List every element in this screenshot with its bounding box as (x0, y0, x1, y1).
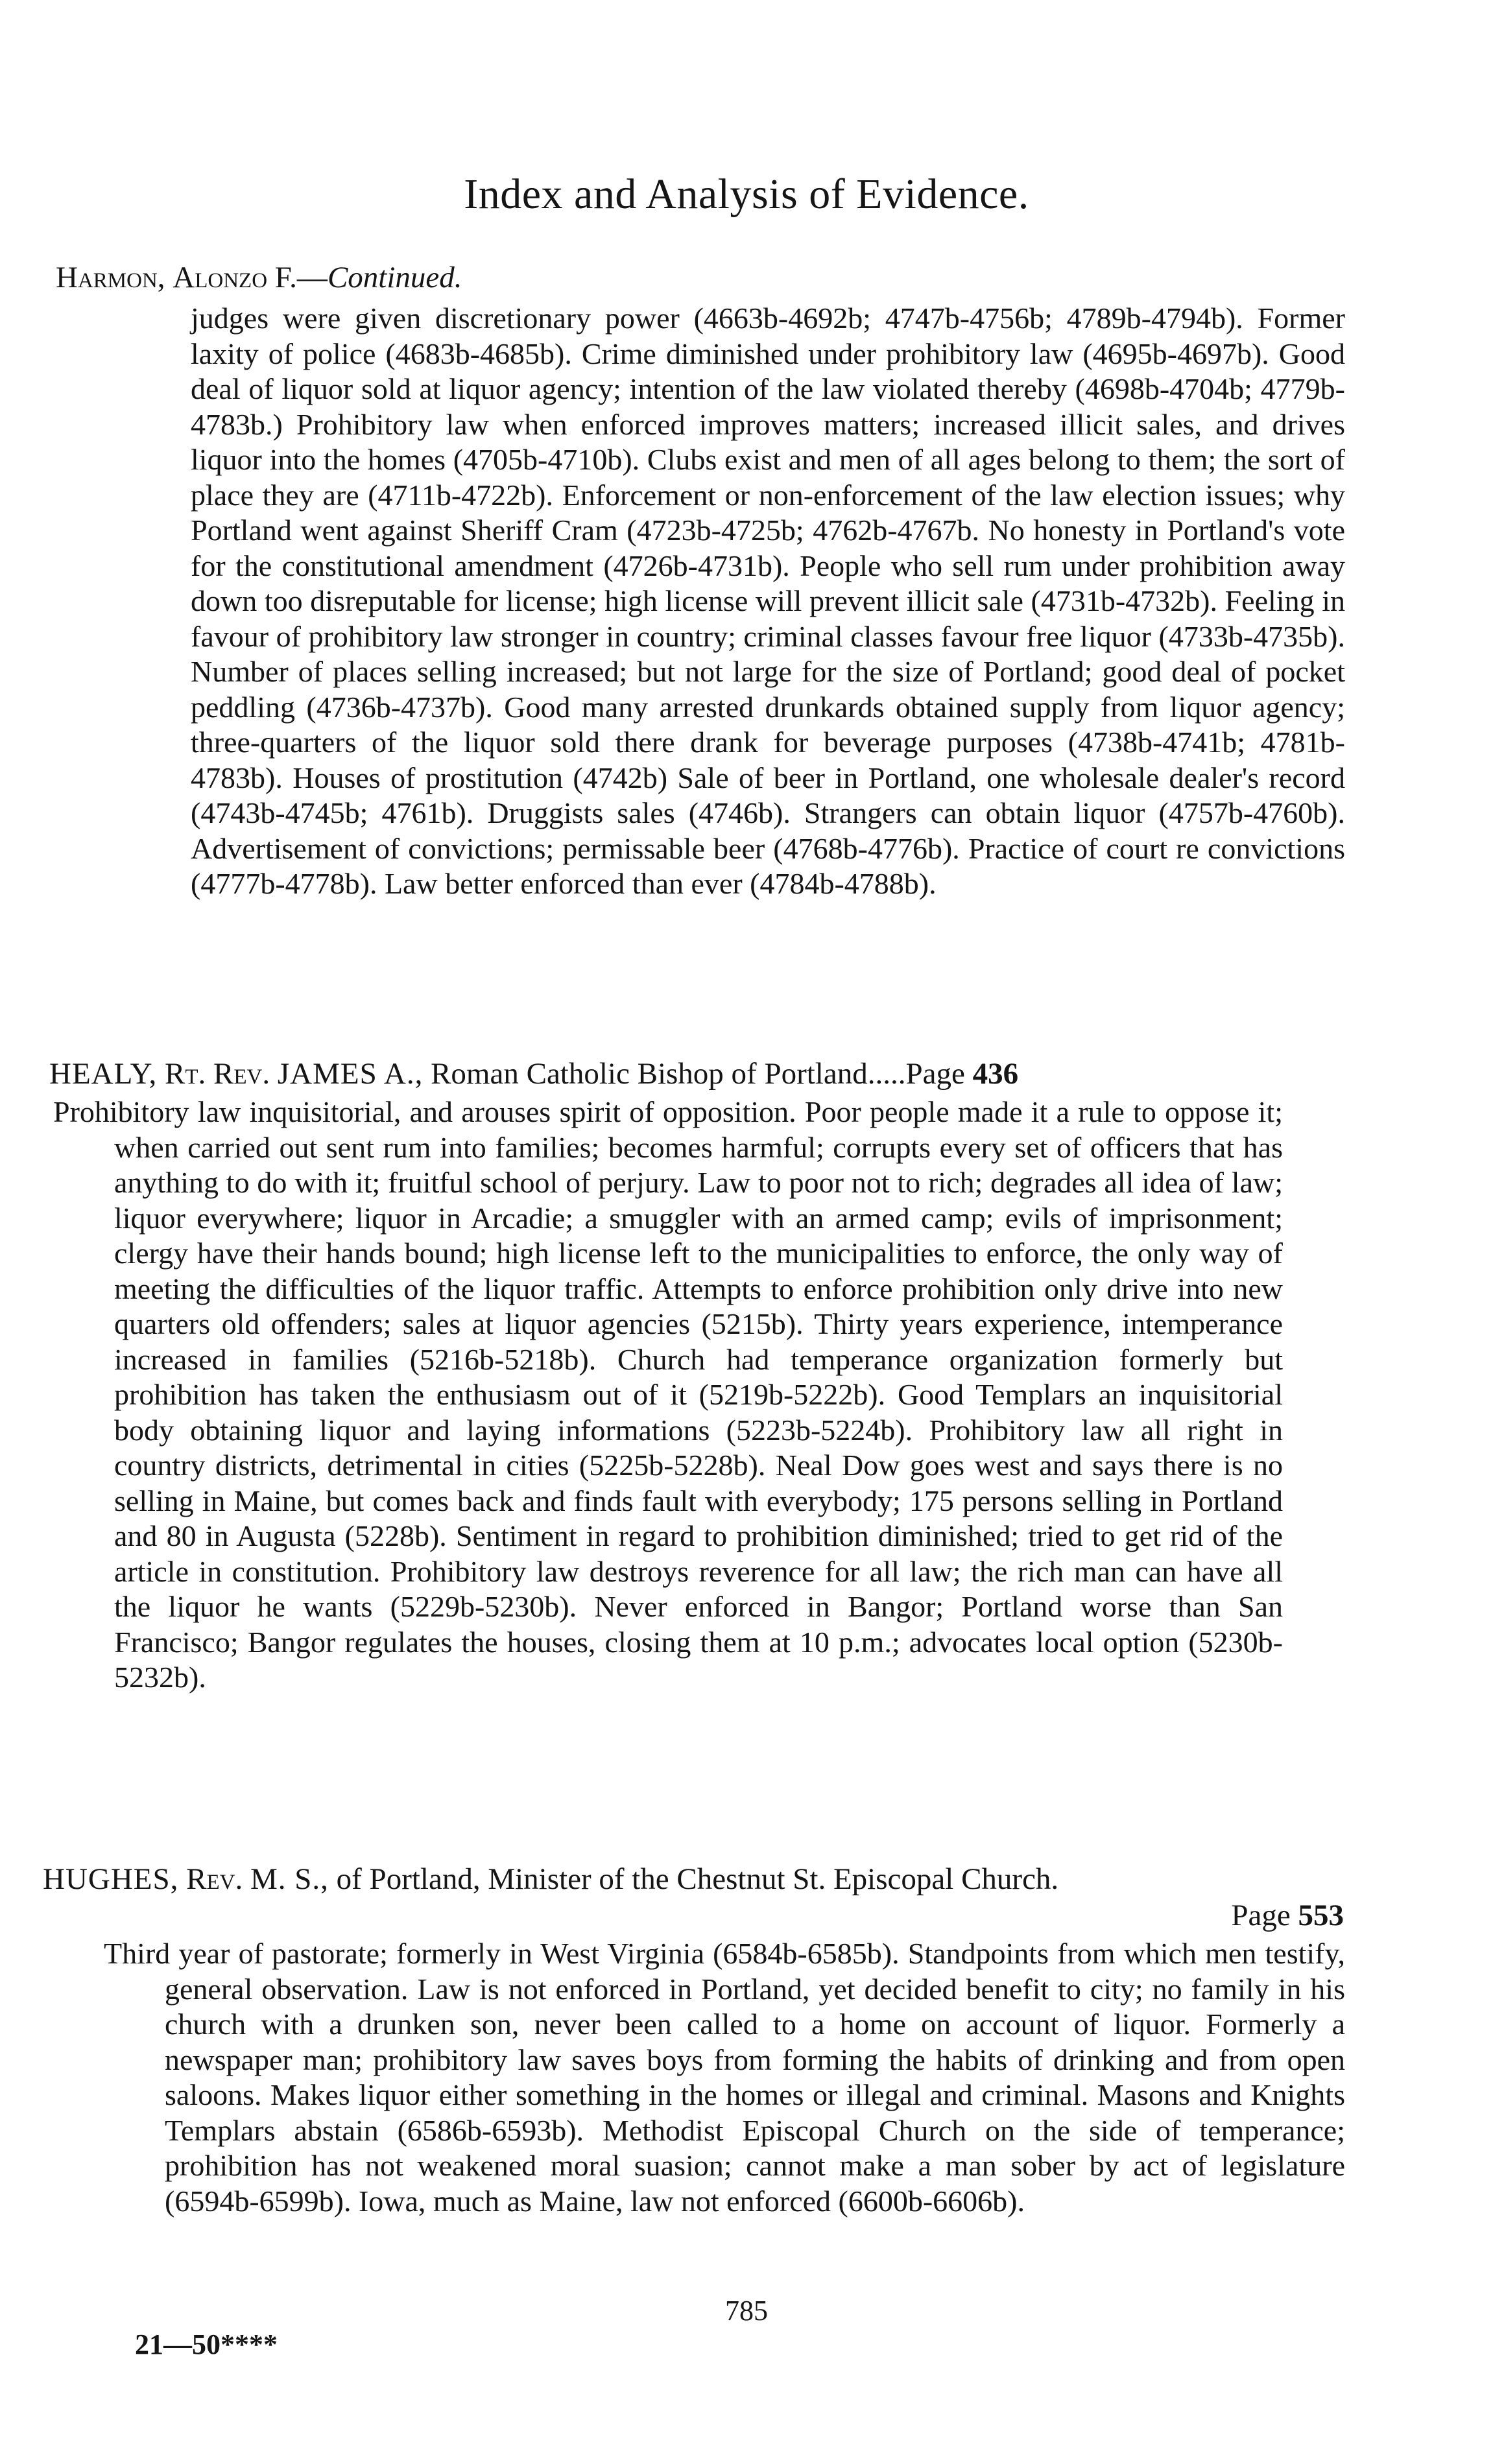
page-reference: 553 (1298, 1899, 1344, 1932)
index-entry-hughes (0, 1861, 1493, 2219)
page-title: Index and Analysis of Evidence. (464, 171, 1029, 218)
entry-title: Rt. Rev. (164, 1057, 270, 1091)
entry-surname: HEALY, (49, 1057, 158, 1091)
entry-text-body: Third year of pastorate; formerly in West Virginia (6584b-6585b). Standpoints from which men testify, general observation. Law is not enforced in Portland, yet decided benefit to city; no family in his church with a drunken son, never been called to a home on account of liquor. Formerly a newspaper man; prohibitory law saves boys from forming the habits of drinking and from open saloons. Makes liquor either something in the homes or illegal and criminal. Masons and Knights Templars abstain (6586b-6593b). Methodist Episcopal Church on the side of temperance; prohibition has not weakened moral suasion; cannot make a man sober by act of legislature (6594b-6599b). Iowa, much as Maine, law not enforced (6600b-6606b). (104, 1937, 1345, 2218)
entry-text (104, 1936, 1345, 2219)
entry-surname: Harmon, (56, 261, 165, 294)
index-entry-harmon (0, 259, 1493, 902)
page-reference-line (43, 1897, 1344, 1934)
entry-text (53, 1095, 1344, 1696)
entry-given-name: JAMES A., (277, 1057, 424, 1091)
entry-title: Rev. (186, 1862, 243, 1896)
page-number: 785 (725, 2295, 768, 2327)
entry-given-name: Alonzo F.— (173, 261, 328, 294)
index-entry-healy (0, 1056, 1493, 1696)
entry-given-name: M. S., (250, 1862, 329, 1896)
page-reference: 436 (972, 1057, 1019, 1091)
page-label: Page (1231, 1899, 1291, 1932)
entry-heading (0, 1056, 1346, 1092)
entry-text-body: Prohibitory law inquisitorial, and arouses spirit of opposition. Poor people made it a rule to oppose it; when carried out sent rum into families; becomes harmful; corrupts every set of officers that has anything to do with it; fruitful school of perjury. Law to poor not to rich; degrades all idea of law; liquor everywhere; liquor in Arcadie; a smuggler with an armed camp; evils of imprisonment; clergy have their hands bound; high license left to the municipalities to enforce, the only way of meeting the difficulties of the liquor traffic. Attempts to enforce prohibition only drive into new quarters old offenders; sales at liquor agencies (5215b). Thirty years experience, intemperance increased in families (5216b-5218b). Church had temperance organization formerly but prohibition has taken the enthusiasm out of it (5219b-5222b). Good Templars an inquisitorial body obtaining liquor and laying informations (5223b-5224b). Prohibitory law all right in country districts, detrimental in cities (5225b-5228b). Neal Dow goes west and says there is no selling in Maine, but comes back and finds fault with everybody; 175 persons selling in Portland and 80 in Augusta (5228b). Sentiment in regard to prohibition diminished; tried to get rid of the article in constitution. Prohibitory law destroys reverence for all law; the rich man can have all the liquor he wants (5229b-5230b). Never enforced in Bangor; Portland worse than San Francisco; Bangor regulates the houses, closing them at 10 p.m.; advocates local option (5230b-5232b). (53, 1095, 1283, 1694)
entry-surname: HUGHES, (43, 1862, 179, 1896)
entry-text: judges were given discretionary power (4663b-4692b; 4747b-4756b; 4789b-4794b). Former laxity of police (4683b-4685b). Crime diminished under prohibitory law (4695b-4697b). Good deal of liquor sold at liquor agency; intention of the law violated thereby (4698b-4704b; 4779b-4783b.) Prohibitory law when enforced improves matters; increased illicit sales, and drives liquor into the homes (4705b-4710b). Clubs exist and men of all ages belong to them; the sort of place they are (4711b-4722b). Enforcement or non-enforcement of the law election issues; why Portland went against Sheriff Cram (4723b-4725b; 4762b-4767b. No honesty in Portland's vote for the constitutional amendment (4726b-4731b). People who sell rum under prohibition away down too disreputable for license; high license will prevent illicit sale (4731b-4732b). Feeling in favour of prohibitory law stronger in country; criminal classes favour free liquor (4733b-4735b). Number of places selling increased; but not large for the size of Portland; good deal of pocket peddling (4736b-4737b). Good many arrested drunkards obtained supply from liquor agency; three-quarters of the liquor sold there drank for beverage purposes (4738b-4741b; 4781b-4783b). Houses of prostitution (4742b) Sale of beer in Portland, one wholesale dealer's record (4743b-4745b; 4761b). Druggists sales (4746b). Strangers can obtain liquor (4757b-4760b). Advertisement of convictions; permissable beer (4768b-4776b). Practice of court re convictions (4777b-4778b). Law better enforced than ever (4784b-4788b). (191, 302, 1345, 900)
printer-signature: 21—50**** (135, 2328, 278, 2360)
entry-heading (0, 1861, 1344, 1934)
entry-description: Roman Catholic Bishop of Portland.....Page (431, 1057, 965, 1091)
continued-label: Continued. (327, 261, 462, 294)
entry-heading (0, 259, 1493, 296)
entry-description: of Portland, Minister of the Chestnut St. Episcopal Church. (336, 1862, 1059, 1896)
